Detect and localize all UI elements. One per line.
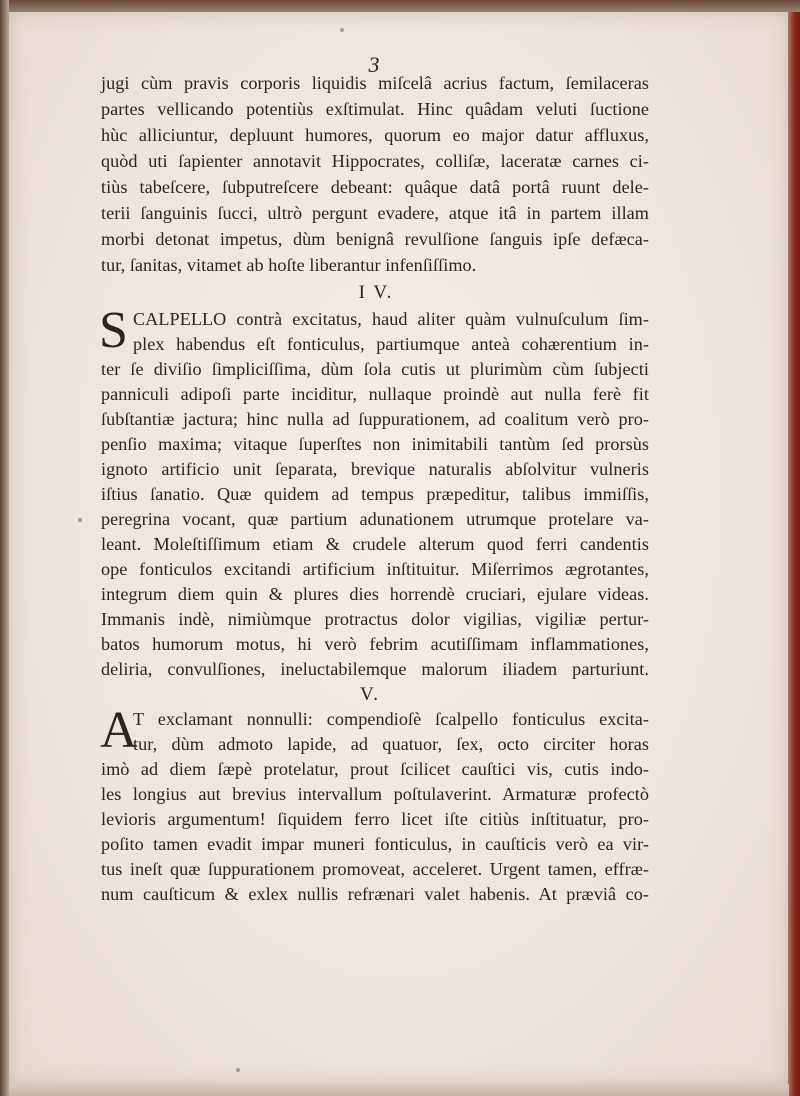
- text-line: integrum diem quin & plures dies horrendè cruciari, ejulare videas.: [101, 584, 649, 604]
- text-line: Immanis indè, nimiùmque protractus dolor vigilias, vigiliæ pertur-: [101, 609, 649, 629]
- text-line: tiùs tabeſcere, ſubputreſcere debeant: quâque datâ portâ ruunt dele-: [101, 177, 649, 197]
- text-line: ope fonticulos excitandi artificium inſtituitur. Miſerrimos ægrotantes,: [101, 559, 649, 579]
- text-line: T exclamant nonnulli: compendioſè ſcalpello fonticulus excita-: [133, 709, 649, 729]
- text-line: terii ſanguinis ſucci, ultrò pergunt evadere, atque itâ in partem illam: [101, 203, 649, 223]
- text-line: leant. Moleſtiſſimum etiam & crudele alterum quod ferri candentis: [101, 534, 649, 554]
- text-line: ignoto artificio unit ſeparata, brevique naturalis abſolvitur vulneris: [101, 459, 649, 479]
- page-number: 3: [368, 52, 380, 77]
- text-line: tur, dùm admoto lapide, ad quatuor, ſex, octo circiter horas: [133, 734, 649, 754]
- text-line: penſio maxima; vitaque ſuperſtes non inimitabili tantùm ſed prorsùs: [101, 434, 649, 454]
- text-line: tur, ſanitas, vitamet ab hoſte liberantur infenſiſſimo.: [101, 255, 477, 275]
- text-line: ter ſe diviſio ſimpliciſſima, dùm ſola cutis ut plurimùm cùm ſubjecti: [101, 359, 649, 379]
- section-heading-v: V.: [359, 684, 381, 705]
- left-gutter: [0, 0, 9, 1096]
- text-line: imò ad diem ſæpè protelatur, prout ſcilicet cauſtici vis, cutis indo-: [101, 759, 649, 779]
- paper-speck: [236, 1068, 240, 1072]
- text-line: levioris argumentum! ſiquidem ferro licet iſte citiùs inſtituatur, pro-: [101, 809, 649, 829]
- text-line: quòd uti ſapienter annotavit Hippocrates, colliſæ, laceratæ carnes ci-: [101, 151, 649, 171]
- paper-speck: [78, 518, 82, 522]
- text-line: CALPELLO contrà excitatus, haud aliter quàm vulnuſculum ſim-: [133, 309, 649, 329]
- section-heading-iv: I V.: [358, 282, 394, 303]
- text-line: ſubſtantiæ jactura; hinc nulla ad ſuppurationem, ad coalitum verò pro-: [101, 409, 649, 429]
- text-line: num cauſticum & exlex nullis refrænari valet habenis. At præviâ co-: [101, 884, 649, 904]
- text-line: jugi cùm pravis corporis liquidis miſcelâ acrius factum, ſemilaceras: [101, 73, 649, 93]
- text-line: tus ineſt quæ ſuppurationem promoveat, acceleret. Urgent tamen, effræ-: [101, 859, 649, 879]
- text-line: partes vellicando potentiùs exſtimulat. Hinc quâdam veluti ſuctione: [101, 99, 649, 119]
- drop-cap-a: A: [100, 702, 138, 759]
- text-line: batos humorum motus, hi verò febrim acutiſſimam inflammationes,: [101, 634, 649, 654]
- text-line: les longius aut brevius intervallum poſtulaverint. Armaturæ profectò: [101, 784, 649, 804]
- text-line: peregrina vocant, quæ partium adunationem utrumque protelare va-: [101, 509, 649, 529]
- text-line: plex habendus eſt fonticulus, partiumque anteà cohærentium in-: [133, 334, 649, 354]
- bottom-edge: [9, 1084, 789, 1096]
- text-line: hùc alliciuntur, depluunt humores, quorum eo major datur affluxus,: [101, 125, 649, 145]
- text-line: poſito tamen evadit impar muneri fonticulus, in cauſticis verò ea vir-: [101, 834, 649, 854]
- book-edge-right: [786, 12, 800, 1096]
- text-line: deliria, convulſiones, ineluctabilemque malorum iliadem parturiunt.: [101, 659, 649, 679]
- drop-cap-s: S: [99, 302, 128, 359]
- text-line: panniculi adipoſi parte inciditur, nullaque proindè aut nulla ferè fit: [101, 384, 649, 404]
- paper-speck: [340, 28, 344, 32]
- text-line: morbi detonat impetus, dùm benignâ revulſione ſanguis ipſe defæca-: [101, 229, 649, 249]
- text-line: iſtius ſanatio. Quæ quidem ad tempus præpeditur, talibus immiſſis,: [101, 484, 649, 504]
